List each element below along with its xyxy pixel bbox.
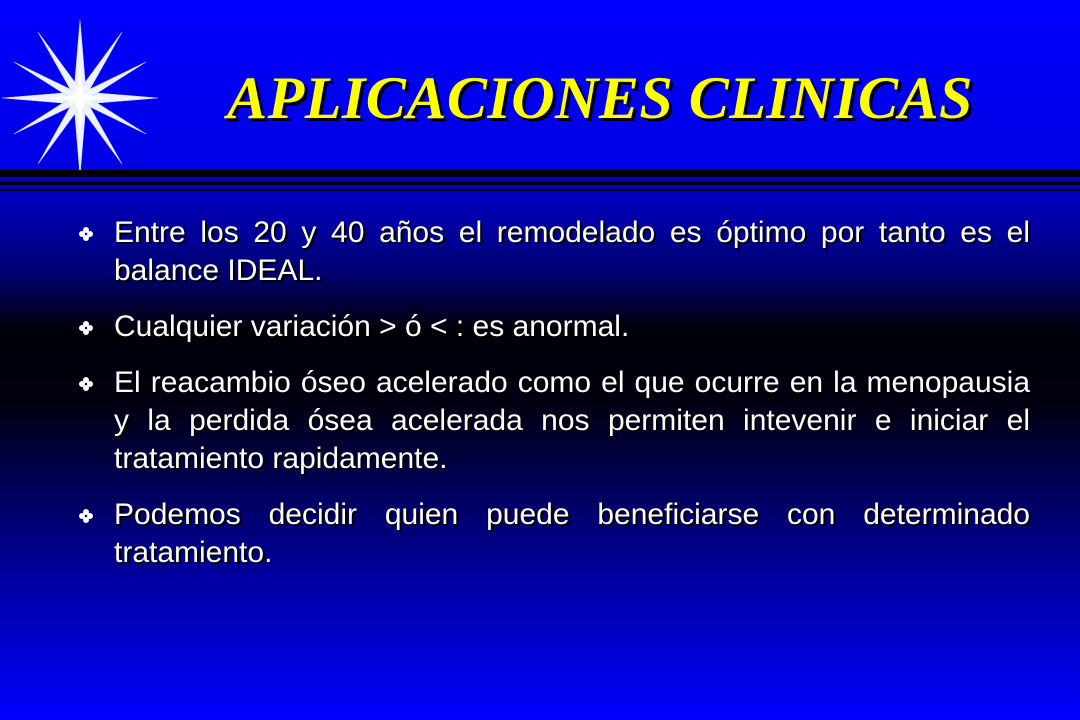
diamond-bullet-icon xyxy=(78,376,94,392)
bullet-text: Entre los 20 y 40 años el remodelado es óptimo por tanto es el balance IDEAL. xyxy=(114,216,1030,287)
bullet-text: El reacambio óseo acelerado como el que ocurre en la menopausia y la perdida ósea acelerada nos permiten intevenir e iniciar el tratamiento rapidamente. xyxy=(114,366,1030,475)
bullet-text: Cualquier variación > ó < : es anormal. xyxy=(114,310,630,343)
bullet-list xyxy=(78,214,1030,590)
list-item xyxy=(78,308,1030,346)
diamond-bullet-icon xyxy=(78,320,94,336)
starburst-icon xyxy=(0,18,160,178)
slide-title: APLICACIONES CLINICAS xyxy=(227,65,973,131)
bullet-text: Podemos decidir quien puede beneficiarse con determinado tratamiento. xyxy=(114,498,1030,569)
list-item xyxy=(78,364,1030,478)
list-item xyxy=(78,496,1030,572)
list-item xyxy=(78,214,1030,290)
diamond-bullet-icon xyxy=(78,226,94,242)
diamond-bullet-icon xyxy=(78,508,94,524)
title-divider xyxy=(0,168,1080,198)
